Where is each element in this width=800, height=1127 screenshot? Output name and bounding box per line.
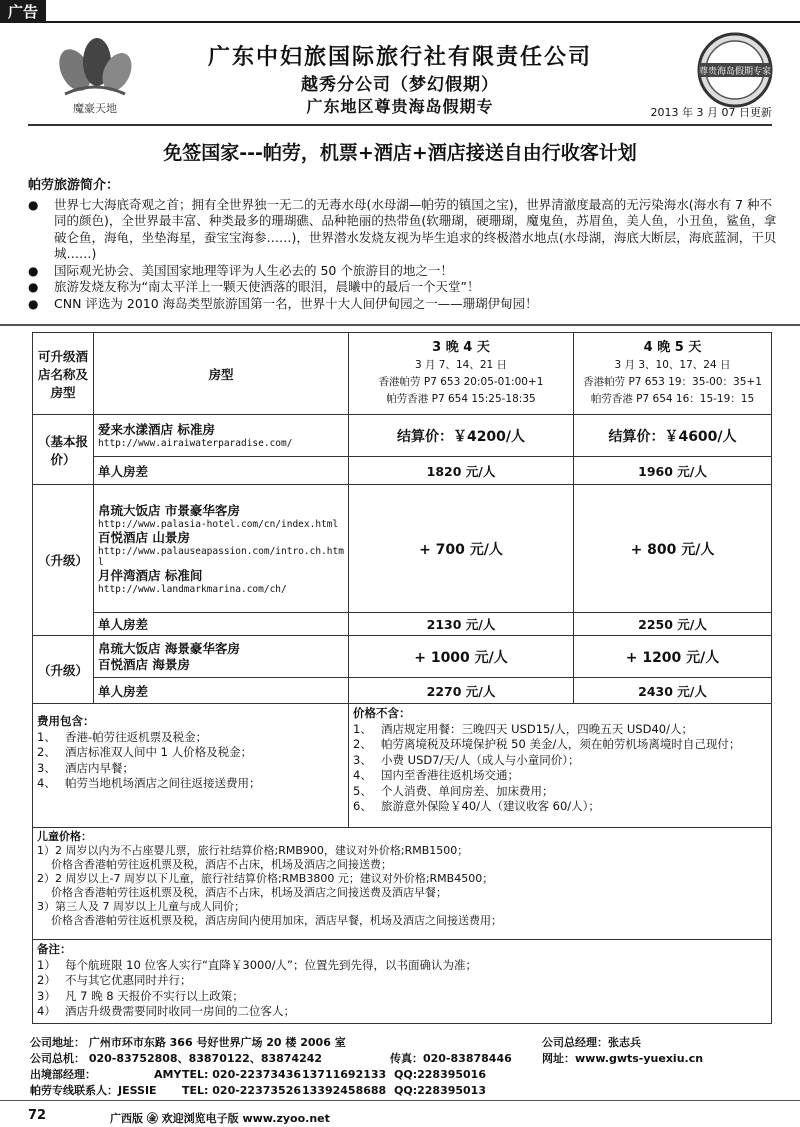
price-upgrade2-4n: + 1200 元/人 bbox=[574, 636, 772, 678]
plan-title: 免签国家---帕劳，机票+酒店+酒店接送自由行收客计划 bbox=[163, 142, 637, 164]
fax: 传真：020-83878446 bbox=[390, 1052, 512, 1065]
flight-back: 帕劳香港 P7 654 15:25-18:35 bbox=[386, 393, 536, 405]
hotel-name: 帛琉大饭店 市景豪华客房 bbox=[98, 502, 240, 518]
list-item: 2、 酒店标准双人间中 1 人价格及税金； bbox=[37, 745, 253, 759]
single-upgrade2-3n: 2270 元/人 bbox=[349, 678, 574, 704]
child-pricing bbox=[33, 828, 772, 940]
switchboard: 公司总机： 020-83752808、83870122、83874242 bbox=[30, 1052, 323, 1065]
price-basic-3n: 结算价：￥4200/人 bbox=[349, 415, 574, 457]
flight-back: 帕劳香港 P7 654 16：15-19：15 bbox=[590, 393, 755, 405]
seal-text: 尊贵海岛假期专家 bbox=[698, 67, 772, 77]
fee-excludes bbox=[349, 704, 772, 828]
price-basic-4n: 结算价：￥4600/人 bbox=[574, 415, 772, 457]
contact-qq: QQ:228395013 bbox=[394, 1084, 486, 1097]
company-name: 广东中妇旅国际旅行社有限责任公司 bbox=[207, 45, 592, 70]
list-item: 3） 凡 7 晚 8 天报价不实行以上政策； bbox=[37, 988, 244, 1003]
website[interactable]: 网址：www.gwts-yuexiu.cn bbox=[542, 1052, 704, 1065]
hotel-url[interactable]: http://www.palauseapassion.com/intro.ch.html bbox=[98, 545, 344, 568]
upgrade2-label: （升级） bbox=[33, 636, 94, 704]
hotel-name: 爱来水漾酒店 标准房 bbox=[98, 422, 215, 437]
package-4n5d bbox=[574, 333, 772, 415]
single-basic-4n: 1960 元/人 bbox=[574, 457, 772, 485]
child-line: 价格含香港帕劳往返机票及税，酒店房间内使用加床，酒店早餐，机场及酒店之间接送费用； bbox=[37, 914, 502, 927]
flight-out: 香港帕劳 P7 653 20:05-01:00+1 bbox=[378, 376, 544, 388]
notes bbox=[33, 940, 772, 1024]
includes-title: 费用包含： bbox=[37, 714, 95, 728]
flight-out: 香港帕劳 P7 653 19：35-00：35+1 bbox=[583, 376, 762, 388]
package-dates: 3 月 7、14、21 日 bbox=[414, 359, 508, 371]
contact-tel: TEL: 020-22373526 bbox=[182, 1084, 302, 1097]
col-hotel-header: 可升级酒店名称及房型 bbox=[33, 333, 94, 415]
package-dates: 3 月 3、10、17、24 日 bbox=[614, 359, 731, 371]
list-item: 6、 旅游意外保险￥40/人（建议收客 60/人）； bbox=[353, 799, 600, 813]
list-item: 2） 不与其它优惠同时并行； bbox=[37, 973, 192, 987]
basic-hotel bbox=[94, 415, 349, 457]
list-item: 4） 酒店升级费需要同时收同一房间的二位客人； bbox=[37, 1004, 295, 1018]
notes-title: 备注： bbox=[37, 942, 72, 956]
price-upgrade1-3n: + 700 元/人 bbox=[349, 485, 574, 613]
hotel-url[interactable]: http://www.landmarkmarina.com/ch/ bbox=[98, 583, 287, 595]
manager-mobile: 13711692133 bbox=[302, 1068, 387, 1081]
ad-tag: 广告 bbox=[0, 0, 46, 23]
list-item: 2、 帕劳离境税及环境保护税 50 美金/人，须在帕劳机场离境时自己现付； bbox=[353, 737, 741, 751]
price-table bbox=[32, 332, 772, 1024]
hotel-url[interactable]: http://www.palasia-hotel.com/cn/index.html bbox=[98, 518, 339, 530]
list-item: 1、 酒店规定用餐：三晚四天 USD15/人，四晚五天 USD40/人； bbox=[353, 721, 693, 736]
list-item: 5、 个人消费、单间房差、加床费用； bbox=[353, 783, 554, 798]
hotel-url[interactable]: http://www.airaiwaterparadise.com/ bbox=[98, 438, 293, 449]
top-rule bbox=[0, 21, 800, 23]
manager-qq: QQ:228395016 bbox=[394, 1068, 486, 1081]
price-upgrade2-3n: + 1000 元/人 bbox=[349, 636, 574, 678]
intro-item: ● 国际观光协会、美国国家地理等评为人生必去的 50 个旅游目的地之一！ bbox=[28, 263, 778, 280]
hotel-name: 月伴湾酒店 标准间 bbox=[98, 567, 203, 583]
upgrade1-hotels bbox=[94, 485, 349, 613]
intro-title: 帕劳旅游简介： bbox=[28, 178, 120, 193]
child-line: 1）2 周岁以内为不占座婴儿票，旅行社结算价格;RMB900，建议对外价格;RMB1500； bbox=[37, 844, 469, 857]
child-line: 价格含香港帕劳往返机票及税，酒店不占床，机场及酒店之间接送费及酒店早餐； bbox=[37, 886, 447, 899]
intro-item: ● CNN 评选为 2010 海岛类型旅游国第一名，世界十大人间伊甸园之一——珊瑚伊甸园！ bbox=[28, 296, 778, 313]
branch-name: 越秀分公司（梦幻假期） bbox=[301, 75, 499, 95]
child-line: 3）第三人及 7 周岁以上儿童与成人同价； bbox=[37, 900, 245, 913]
manager-tel: TEL: 020-22373436 bbox=[182, 1068, 302, 1081]
general-manager: 公司总经理：张志兵 bbox=[542, 1036, 641, 1049]
header-rule bbox=[28, 124, 772, 126]
package-3n4d bbox=[349, 333, 574, 415]
table-top-rule bbox=[0, 324, 800, 326]
page-source: 广西版 ㊎ 欢迎浏览电子版 www.zyoo.net bbox=[110, 1112, 330, 1125]
single-supplement-label: 单人房差 bbox=[94, 678, 349, 704]
price-upgrade1-4n: + 800 元/人 bbox=[574, 485, 772, 613]
single-upgrade2-4n: 2430 元/人 bbox=[574, 678, 772, 704]
upgrade1-label: （升级） bbox=[33, 485, 94, 636]
single-basic-3n: 1820 元/人 bbox=[349, 457, 574, 485]
update-date: 2013 年 3 月 07 日更新 bbox=[650, 106, 772, 119]
contact-person: 帕劳专线联系人：JESSIE bbox=[30, 1084, 157, 1097]
manager-name: AMY bbox=[154, 1068, 182, 1081]
hotel-name: 百悦酒店 海景房 bbox=[98, 656, 190, 672]
list-item: 3、 酒店内早餐； bbox=[37, 760, 134, 775]
package-title: 4 晚 5 天 bbox=[643, 340, 702, 355]
excludes-title: 价格不含： bbox=[353, 706, 411, 720]
upgrade2-hotels bbox=[94, 636, 349, 678]
child-line: 2）2 周岁以上-7 周岁以下儿童，旅行社结算价格;RMB3800 元；建议对外价格;RMB4500； bbox=[37, 872, 494, 885]
region-title: 广东地区尊贵海岛假期专 bbox=[306, 97, 494, 116]
col-room-header: 房型 bbox=[94, 333, 349, 415]
list-item: 1、 香港-帕劳往返机票及税金； bbox=[37, 729, 208, 744]
list-item: 4、 帕劳当地机场酒店之间往返接送费用； bbox=[37, 776, 261, 790]
single-upgrade1-3n: 2130 元/人 bbox=[349, 613, 574, 636]
single-supplement-label: 单人房差 bbox=[94, 613, 349, 636]
hotel-name: 帛琉大饭店 海景豪华客房 bbox=[98, 640, 240, 656]
package-title: 3 晚 4 天 bbox=[432, 340, 490, 355]
manager-label: 出境部经理： bbox=[30, 1068, 96, 1081]
contact-footer bbox=[30, 1035, 770, 1099]
basic-label: （基本报价） bbox=[33, 415, 94, 485]
logo-text: 魔豪天地 bbox=[73, 102, 117, 115]
company-address: 公司地址： 广州市环市东路 366 号好世界广场 20 楼 2006 室 bbox=[30, 1036, 346, 1049]
intro-item: ● 旅游发烧友称为“南太平洋上一颗天使洒落的眼泪，晨曦中的最后一个天堂”！ bbox=[28, 279, 778, 296]
list-item: 4、 国内至香港往返机场交通； bbox=[353, 768, 519, 782]
intro-section bbox=[28, 178, 778, 312]
contact-mobile: 13392458688 bbox=[302, 1084, 387, 1097]
child-line: 价格含香港帕劳往返机票及税，酒店不占床，机场及酒店之间接送费； bbox=[37, 858, 392, 871]
single-supplement-label: 单人房差 bbox=[94, 457, 349, 485]
single-upgrade1-4n: 2250 元/人 bbox=[574, 613, 772, 636]
fee-includes bbox=[33, 704, 349, 828]
footer-rule bbox=[0, 1100, 800, 1101]
list-item: 3、 小费 USD7/天/人（成人与小童同价）； bbox=[353, 752, 580, 767]
hotel-name: 百悦酒店 山景房 bbox=[98, 529, 190, 545]
child-title: 儿童价格： bbox=[37, 830, 92, 843]
page-number: 72 bbox=[28, 1108, 47, 1123]
intro-item: ● 世界七大海底奇观之首；拥有全世界独一无二的无毒水母(水母湖—帕劳的镇国之宝)，世界清澈度最高的无污染海水(海水有 7 种不同的颜色)，全世界最丰富、种类最多的珊瑚礁、品种艳丽的热带鱼(软珊瑚，硬珊瑚，魔鬼鱼，苏眉鱼，美人鱼，小丑鱼，鲨鱼，拿破仑鱼，海龟，坐垫海星，蚕宝宝海参……)，世界潜水发烧友视为毕生追求的终极潜水地点(水母湖，海底大断层，海底蓝洞，干贝城……) bbox=[28, 197, 778, 263]
list-item: 1） 每个航班限 10 位客人实行“直降￥3000/人”；位置先到先得，以书面确认为准； bbox=[37, 957, 477, 972]
